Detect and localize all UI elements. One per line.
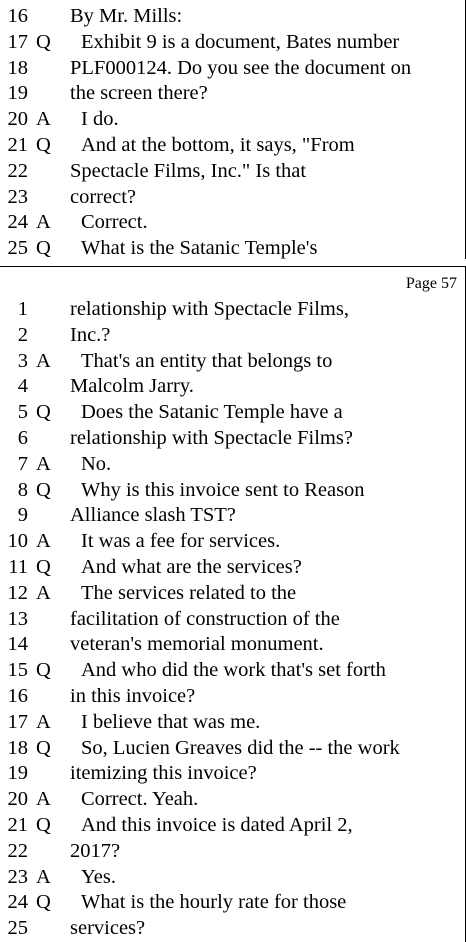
transcript-line — [0, 374, 465, 400]
speaker-label: A — [36, 349, 51, 372]
transcript-lines — [0, 4, 465, 262]
line-number: 15 — [7, 659, 28, 682]
speaker-label: Q — [36, 133, 51, 156]
line-number: 22 — [7, 159, 28, 182]
line-number: 21 — [7, 133, 28, 156]
speaker-label: Q — [36, 813, 51, 836]
line-number: 19 — [7, 82, 28, 105]
transcript-line — [0, 210, 465, 236]
line-text: in this invoice? — [70, 684, 196, 707]
line-text: I do. — [81, 108, 119, 131]
transcript-line — [0, 426, 465, 452]
line-number: 25 — [7, 917, 28, 940]
speaker-label: Q — [36, 659, 51, 682]
transcript-line — [0, 658, 465, 684]
line-text: No. — [81, 452, 112, 475]
transcript-line — [0, 581, 465, 607]
transcript-line — [0, 710, 465, 736]
transcript-line — [0, 736, 465, 762]
line-number: 20 — [7, 108, 28, 131]
line-text: relationship with Spectacle Films? — [70, 426, 353, 449]
line-text: That's an entity that belongs to — [81, 349, 333, 372]
transcript-line — [0, 865, 465, 891]
line-text: The services related to the — [81, 581, 297, 604]
line-text: And at the bottom, it says, "From — [81, 133, 355, 156]
transcript-line — [0, 4, 465, 30]
transcript-lines — [0, 297, 465, 942]
transcript-line — [0, 632, 465, 658]
line-text: relationship with Spectacle Films, — [70, 298, 349, 320]
transcript-line — [0, 56, 465, 82]
line-text: Correct. Yeah. — [81, 788, 199, 811]
line-number: 13 — [7, 607, 28, 630]
transcript-line — [0, 323, 465, 349]
transcript-line — [0, 133, 465, 159]
line-text: So, Lucien Greaves did the -- the work — [81, 736, 400, 759]
line-text: correct? — [70, 185, 136, 208]
speaker-label: A — [36, 710, 51, 733]
speaker-label: A — [36, 211, 51, 234]
transcript-line — [0, 297, 465, 323]
transcript-line — [0, 787, 465, 813]
line-number: 7 — [17, 452, 28, 475]
line-number: 25 — [7, 237, 28, 260]
speaker-label: A — [36, 865, 51, 888]
line-number: 21 — [7, 813, 28, 836]
line-text: It was a fee for services. — [81, 530, 281, 553]
transcript-line — [0, 81, 465, 107]
speaker-label: Q — [36, 237, 51, 260]
line-text: By Mr. Mills: — [70, 5, 183, 27]
line-text: Does the Satanic Temple have a — [81, 401, 343, 424]
transcript-line — [0, 159, 465, 185]
transcript-line — [0, 529, 465, 555]
line-text: facilitation of construction of the — [70, 607, 340, 630]
line-number: 9 — [17, 504, 28, 527]
line-text: the screen there? — [70, 82, 208, 105]
line-text: I believe that was me. — [81, 710, 261, 733]
line-number: 4 — [17, 375, 28, 398]
line-text: And what are the services? — [81, 555, 302, 578]
transcript-page-top — [0, 0, 466, 259]
speaker-label: A — [36, 788, 51, 811]
transcript-line — [0, 30, 465, 56]
line-text: And who did the work that's set forth — [81, 659, 386, 682]
transcript-line — [0, 349, 465, 375]
speaker-label: Q — [36, 478, 51, 501]
line-number: 24 — [7, 211, 28, 234]
transcript-line — [0, 890, 465, 916]
line-number: 23 — [7, 185, 28, 208]
speaker-label: A — [36, 530, 51, 553]
line-text: Spectacle Films, Inc." Is that — [70, 159, 307, 182]
line-text: services? — [70, 917, 146, 940]
speaker-label: A — [36, 581, 51, 604]
line-text: What is the hourly rate for those — [81, 891, 347, 914]
transcript-line — [0, 400, 465, 426]
transcript-line — [0, 839, 465, 865]
line-number: 22 — [7, 839, 28, 862]
transcript-line — [0, 478, 465, 504]
speaker-label: A — [36, 108, 51, 131]
line-text: PLF000124. Do you see the document on — [70, 56, 412, 79]
page-number: Page 57 — [405, 275, 457, 292]
transcript-line — [0, 684, 465, 710]
line-number: 23 — [7, 865, 28, 888]
line-number: 16 — [7, 684, 28, 707]
line-text: veteran's memorial monument. — [70, 633, 324, 656]
line-number: 20 — [7, 788, 28, 811]
transcript-line — [0, 503, 465, 529]
line-text: And this invoice is dated April 2, — [81, 813, 353, 836]
transcript-line — [0, 185, 465, 211]
line-number: 1 — [17, 298, 28, 320]
line-number: 18 — [7, 736, 28, 759]
speaker-label: Q — [36, 30, 51, 53]
line-text: Yes. — [81, 865, 116, 888]
transcript-page-bottom — [0, 266, 466, 942]
speaker-label: Q — [36, 891, 51, 914]
line-number: 19 — [7, 762, 28, 785]
speaker-label: Q — [36, 555, 51, 578]
line-text: Inc.? — [70, 323, 111, 346]
line-number: 17 — [7, 30, 28, 53]
line-text: 2017? — [70, 839, 121, 862]
line-text: Alliance slash TST? — [70, 504, 236, 527]
line-number: 18 — [7, 56, 28, 79]
line-number: 3 — [17, 349, 28, 372]
transcript-line — [0, 813, 465, 839]
line-text: itemizing this invoice? — [70, 762, 257, 785]
line-number: 16 — [7, 5, 28, 27]
transcript-line — [0, 916, 465, 942]
line-number: 8 — [17, 478, 28, 501]
line-number: 2 — [17, 323, 28, 346]
transcript-line — [0, 555, 465, 581]
line-text: Exhibit 9 is a document, Bates number — [81, 30, 400, 53]
transcript-line — [0, 607, 465, 633]
line-number: 14 — [7, 633, 28, 656]
line-text: What is the Satanic Temple's — [81, 237, 318, 260]
line-text: Malcolm Jarry. — [70, 375, 194, 398]
line-text: Correct. — [81, 211, 148, 234]
speaker-label: A — [36, 452, 51, 475]
line-number: 6 — [17, 426, 28, 449]
speaker-label: Q — [36, 401, 51, 424]
line-text: Why is this invoice sent to Reason — [81, 478, 365, 501]
transcript-line — [0, 761, 465, 787]
line-number: 10 — [7, 530, 28, 553]
speaker-label: Q — [36, 736, 51, 759]
line-number: 12 — [7, 581, 28, 604]
line-number: 24 — [7, 891, 28, 914]
line-number: 5 — [17, 401, 28, 424]
transcript-line — [0, 452, 465, 478]
transcript-line — [0, 107, 465, 133]
line-number: 11 — [8, 555, 28, 578]
page-divider — [0, 259, 466, 266]
line-number: 17 — [7, 710, 28, 733]
